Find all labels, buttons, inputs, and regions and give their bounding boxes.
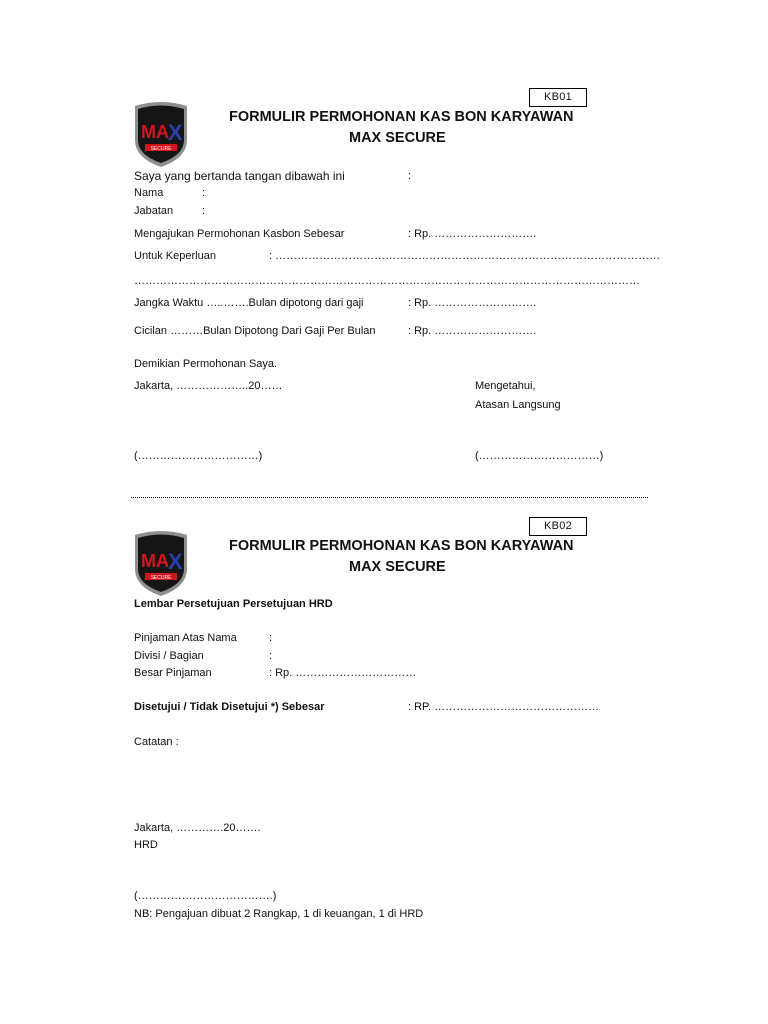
form-code-kb01: KB01: [529, 88, 587, 107]
form-code-kb02: KB02: [529, 517, 587, 536]
hrd-label: HRD: [134, 839, 158, 851]
nama-colon: :: [202, 187, 206, 199]
cicilan-label: Cicilan ………Bulan Dipotong Dari Gaji Per Bulan: [134, 325, 376, 337]
pinjaman-label: Pinjaman Atas Nama: [134, 632, 237, 644]
jangka-waktu-label: Jangka Waktu …..…….Bulan dipotong dari gaji: [134, 297, 364, 309]
jangka-waktu-field: : Rp. ……………………….: [408, 297, 537, 309]
atasan-label: Atasan Langsung: [475, 399, 561, 411]
besar-pinjaman-field: : Rp. ……………………………: [269, 667, 417, 679]
signature-left: (……………………………): [134, 450, 263, 462]
keperluan-field: : ……………………………………………………………………………………………: [269, 250, 661, 262]
closing-text: Demikian Permohonan Saya.: [134, 358, 278, 370]
intro-text: Saya yang bertanda tangan dibawah ini: [134, 169, 345, 183]
hrd-heading: Lembar Persetujuan Persetujuan HRD: [134, 598, 333, 610]
nb-note: NB: Pengajuan dibuat 2 Rangkap, 1 di keuangan, 1 di HRD: [134, 908, 424, 920]
pinjaman-colon: :: [269, 632, 273, 644]
kasbon-amount-field: : Rp. ……………………….: [408, 228, 537, 240]
form-subtitle: MAX SECURE: [349, 559, 446, 575]
signature-right: (……………………………): [475, 450, 604, 462]
besar-pinjaman-label: Besar Pinjaman: [134, 667, 212, 679]
cicilan-field: : Rp. ……………………….: [408, 325, 537, 337]
disetujui-amount-field: : RP. ………………………………………: [408, 701, 600, 713]
form-subtitle: MAX SECURE: [349, 130, 446, 146]
signature-hrd: (……………………………….): [134, 890, 277, 902]
form-title: FORMULIR PERMOHONAN KAS BON KARYAWAN: [229, 538, 574, 554]
mengetahui-label: Mengetahui,: [475, 380, 536, 392]
nama-label: Nama: [134, 187, 164, 199]
keperluan-field-line2: …………………………………………………………………………………………………………………………: [134, 275, 640, 287]
cut-line-divider: [131, 497, 648, 498]
catatan-label: Catatan :: [134, 736, 179, 748]
jabatan-label: Jabatan: [134, 205, 174, 217]
max-secure-logo: [131, 100, 191, 168]
disetujui-label: Disetujui / Tidak Disetujui *) Sebesar: [134, 701, 325, 713]
jabatan-colon: :: [202, 205, 206, 217]
intro-colon: :: [408, 170, 412, 182]
keperluan-label: Untuk Keperluan: [134, 250, 216, 262]
max-secure-logo: [131, 529, 191, 597]
divisi-colon: :: [269, 650, 273, 662]
date-line: Jakarta, ………….20…….: [134, 822, 261, 834]
form-title: FORMULIR PERMOHONAN KAS BON KARYAWAN: [229, 109, 574, 125]
kasbon-label: Mengajukan Permohonan Kasbon Sebesar: [134, 228, 345, 240]
date-line: Jakarta, ………………..20……: [134, 380, 283, 392]
divisi-label: Divisi / Bagian: [134, 650, 204, 662]
